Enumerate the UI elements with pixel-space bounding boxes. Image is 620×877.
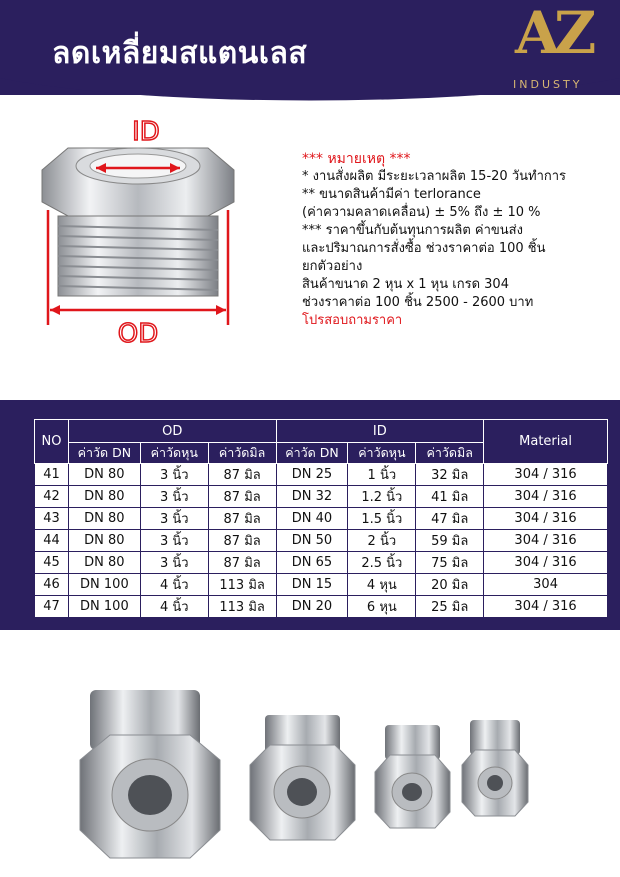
bushing-tiny — [462, 720, 528, 816]
table-row — [35, 508, 608, 530]
table-cell: 3 นิ้ว — [140, 530, 208, 552]
table-cell: 4 นิ้ว — [140, 596, 208, 618]
spec-table — [34, 419, 608, 618]
sub-header: ค่าวัด DN — [68, 443, 140, 464]
table-cell: DN 32 — [276, 486, 348, 508]
product-photos — [70, 680, 560, 870]
table-row — [35, 530, 608, 552]
table-cell: 87 มิล — [208, 464, 276, 486]
table-row — [35, 464, 608, 486]
table-cell: 1.2 นิ้ว — [348, 486, 416, 508]
sub-header: ค่าวัดมิล — [416, 443, 484, 464]
table-cell: 32 มิล — [416, 464, 484, 486]
sub-header: ค่าวัด DN — [276, 443, 348, 464]
table-cell: 45 — [35, 552, 69, 574]
id-label: ID — [132, 120, 160, 147]
table-cell: DN 20 — [276, 596, 348, 618]
od-header: OD — [68, 420, 276, 443]
sub-header: ค่าวัดหุน — [140, 443, 208, 464]
table-cell: 3 นิ้ว — [140, 508, 208, 530]
note-line: ยกตัวอย่าง — [302, 259, 363, 274]
table-row — [35, 552, 608, 574]
bushing-medium — [250, 715, 355, 840]
table-cell: 304 / 316 — [484, 508, 608, 530]
table-cell: 43 — [35, 508, 69, 530]
bushing-small — [375, 725, 450, 828]
table-row — [35, 486, 608, 508]
table-cell: 304 / 316 — [484, 464, 608, 486]
table-cell: DN 65 — [276, 552, 348, 574]
table-cell: 42 — [35, 486, 69, 508]
table-cell: DN 50 — [276, 530, 348, 552]
table-cell: 47 มิล — [416, 508, 484, 530]
note-line: ช่วงราคาต่อ 100 ชิ้น 2500 - 2600 บาท — [302, 295, 534, 310]
table-row — [35, 574, 608, 596]
table-cell: DN 100 — [68, 574, 140, 596]
table-cell: 2 นิ้ว — [348, 530, 416, 552]
note-line: ** ขนาดสินค้ามีค่า terlorance — [302, 187, 481, 202]
table-cell: 113 มิล — [208, 574, 276, 596]
note-line: และปริมาณการสั่งซื้อ ช่วงราคาต่อ 100 ชิ้น — [302, 241, 546, 256]
table-cell: 59 มิล — [416, 530, 484, 552]
material-header: Material — [484, 420, 608, 464]
table-cell: DN 80 — [68, 486, 140, 508]
notes-block — [302, 150, 620, 330]
note-line: *** ราคาขึ้นกับต้นทุนการผลิต ค่าขนส่ง — [302, 223, 523, 238]
table-cell: 25 มิล — [416, 596, 484, 618]
reducer-bushing-diagram — [28, 120, 248, 350]
table-cell: 47 — [35, 596, 69, 618]
note-line: สินค้าขนาด 2 หุน x 1 หุน เกรด 304 — [302, 277, 509, 292]
table-cell: 4 หุน — [348, 574, 416, 596]
brand-logo — [505, 0, 620, 100]
table-cell: 1 นิ้ว — [348, 464, 416, 486]
no-header: NO — [35, 420, 69, 464]
table-cell: 20 มิล — [416, 574, 484, 596]
table-cell: DN 80 — [68, 552, 140, 574]
table-cell: 304 — [484, 574, 608, 596]
table-cell: 87 มิล — [208, 486, 276, 508]
note-line: (ค่าความคลาดเคลื่อน) ± 5% ถึง ± 10 % — [302, 205, 541, 220]
table-cell: DN 80 — [68, 464, 140, 486]
table-cell: 6 หุน — [348, 596, 416, 618]
logo-letters: AZ — [515, 0, 591, 67]
table-cell: 75 มิล — [416, 552, 484, 574]
table-cell: DN 40 — [276, 508, 348, 530]
table-cell: DN 100 — [68, 596, 140, 618]
table-cell: 3 นิ้ว — [140, 552, 208, 574]
table-cell: 304 / 316 — [484, 486, 608, 508]
table-cell: DN 15 — [276, 574, 348, 596]
table-cell: 1.5 นิ้ว — [348, 508, 416, 530]
table-cell: 44 — [35, 530, 69, 552]
table-cell: 3 นิ้ว — [140, 464, 208, 486]
sub-header: ค่าวัดมิล — [208, 443, 276, 464]
table-cell: 41 — [35, 464, 69, 486]
table-cell: 41 มิล — [416, 486, 484, 508]
table-cell: DN 25 — [276, 464, 348, 486]
table-body — [35, 464, 608, 618]
table-cell: 4 นิ้ว — [140, 574, 208, 596]
id-header: ID — [276, 420, 484, 443]
table-cell: 304 / 316 — [484, 596, 608, 618]
bushing-large — [80, 690, 220, 858]
sub-header: ค่าวัดหุน — [348, 443, 416, 464]
note-line: *** หมายเหตุ *** — [302, 151, 411, 167]
table-cell: 304 / 316 — [484, 552, 608, 574]
table-row — [35, 596, 608, 618]
note-line: โปรสอบถามราคา — [302, 313, 403, 328]
table-cell: DN 80 — [68, 530, 140, 552]
table-cell: 46 — [35, 574, 69, 596]
table-cell: DN 80 — [68, 508, 140, 530]
table-cell: 304 / 316 — [484, 530, 608, 552]
table-cell: 2.5 นิ้ว — [348, 552, 416, 574]
od-label: OD — [117, 319, 159, 349]
table-cell: 113 มิล — [208, 596, 276, 618]
note-line: * งานสั่งผลิต มีระยะเวลาผลิต 15-20 วันทำการ — [302, 169, 567, 184]
table-cell: 87 มิล — [208, 530, 276, 552]
table-cell: 3 นิ้ว — [140, 486, 208, 508]
table-cell: 87 มิล — [208, 552, 276, 574]
logo-subtitle: INDUSTY — [513, 78, 583, 91]
page-title: ลดเหลี่ยมสแตนเลส — [52, 36, 308, 71]
table-cell: 87 มิล — [208, 508, 276, 530]
